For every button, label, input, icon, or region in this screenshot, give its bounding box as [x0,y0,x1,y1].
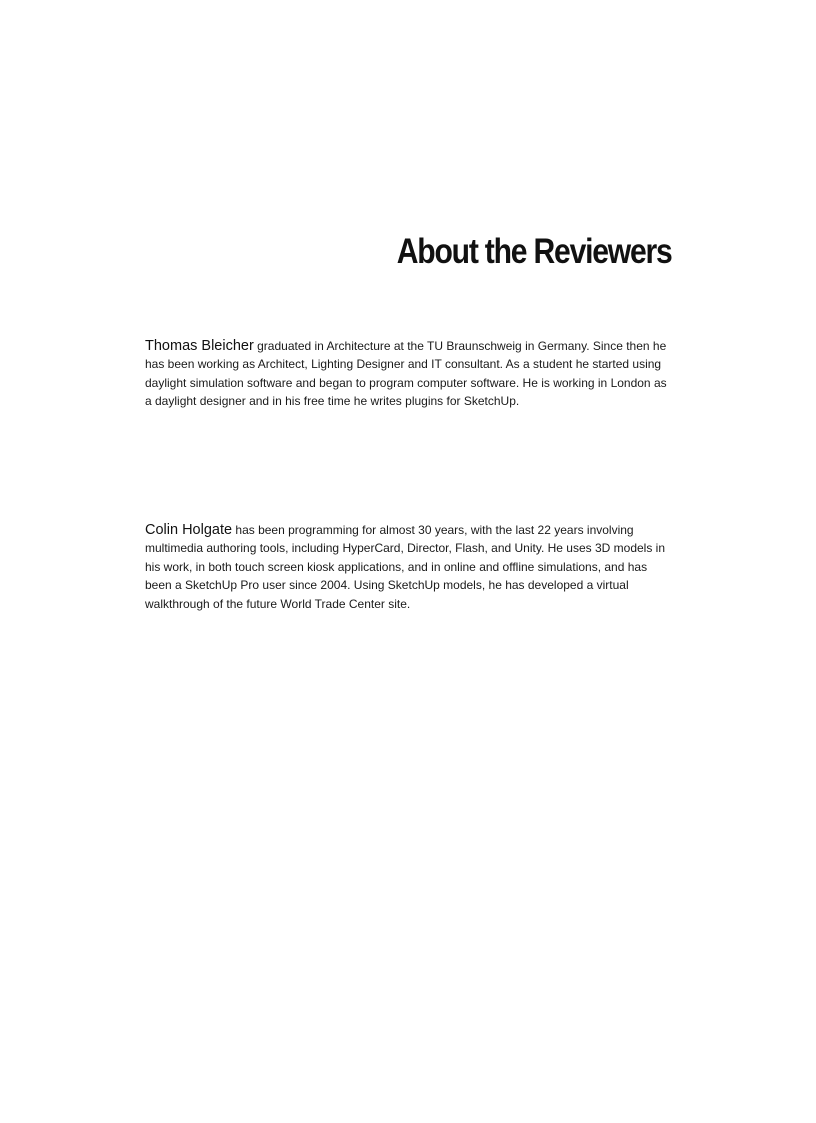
reviewer-name: Colin Holgate [145,522,233,538]
reviewer-bio-thomas-bleicher [145,337,675,411]
reviewer-name: Thomas Bleicher [145,338,254,354]
reviewer-bio-colin-holgate [145,521,675,613]
reviewer-bio-text: graduated in Architecture at the TU Braunschweig in Germany. Since then he has been working as Architect, Lighting Designer and IT consultant. As a student he started using daylight simulation software and began to program computer software. He is working in London as a daylight designer and in his free time he writes plugins for SketchUp. [145,339,667,409]
page-title: About the Reviewers [397,232,672,271]
reviewer-bio-text: has been programming for almost 30 years, with the last 22 years involving multimedia authoring tools, including HyperCard, Director, Flash, and Unity. He uses 3D models in his work, in both touch screen kiosk applications, and in online and offline simulations, and has been a SketchUp Pro user since 2004. Using SketchUp models, he has developed a virtual walkthrough of the future World Trade Center site. [145,523,666,611]
